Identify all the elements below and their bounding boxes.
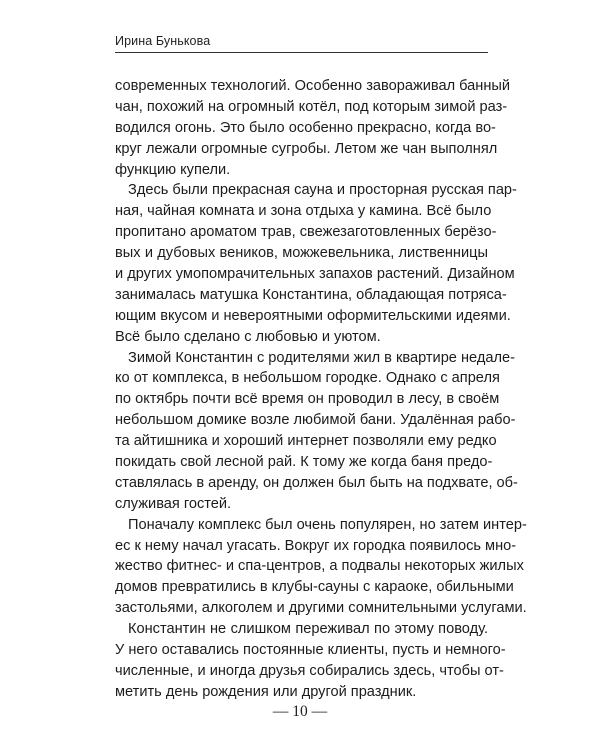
paragraph	[115, 348, 518, 515]
text-line: Зимой Константин с родителями жил в квартире недале-	[128, 349, 515, 366]
text-line: ставлялась в аренду, он должен был быть на подхвате, об-	[115, 474, 518, 491]
text-line: ная, чайная комната и зона отдыха у камина. Всё было	[115, 203, 492, 220]
text-line: Константин не слишком переживал по этому поводу.	[128, 621, 488, 638]
paragraph	[115, 515, 527, 619]
paragraph	[115, 619, 506, 703]
text-line: ес к нему начал угасать. Вокруг их городка появилось мно-	[115, 537, 517, 554]
text-line: чан, похожий на огромный котёл, под которым зимой раз-	[115, 98, 508, 115]
text-line: небольшом домике возле любимой бани. Удалённая рабо-	[115, 412, 516, 429]
text-line: ко от комплекса, в небольшом городке. Однако с апреля	[115, 370, 500, 387]
paragraph	[115, 180, 517, 347]
text-line: численные, и иногда друзья собирались здесь, чтобы от-	[115, 662, 504, 679]
text-line: водился огонь. Это было особенно прекрасно, когда во-	[115, 119, 496, 136]
text-line: У него оставались постоянные клиенты, пусть и немного-	[115, 642, 506, 659]
header-rule	[115, 52, 488, 53]
text-line: ющим вкусом и невероятными оформительскими идеями.	[115, 307, 511, 324]
text-line: Здесь были прекрасная сауна и просторная русская пар-	[128, 182, 517, 199]
text-line: жество фитнес- и спа-центров, а подвалы некоторых жилых	[115, 558, 524, 575]
text-line: пропитано ароматом трав, свежезаготовленных берёзо-	[115, 224, 497, 241]
text-line: служивая гостей.	[115, 495, 232, 512]
text-line: та айтишника и хороший интернет позволяли ему редко	[115, 433, 497, 450]
text-line: занималась матушка Константина, обладающая потряса-	[115, 286, 507, 303]
text-line: и других умопомрачительных запахов растений. Дизайном	[115, 266, 515, 283]
text-line: покидать свой лесной рай. К тому же когда баня предо-	[115, 454, 493, 471]
text-line: Поначалу комплекс был очень популярен, но затем интер-	[128, 516, 527, 533]
text-line: застольями, алкоголем и другими сомнительными услугами.	[115, 600, 527, 617]
text-line: по октябрь почти всё время он проводил в лесу, в своём	[115, 391, 500, 408]
text-line: вых и дубовых веников, можжевельника, лиственницы	[115, 245, 488, 262]
text-line: Всё было сделано с любовью и уютом.	[115, 328, 381, 345]
body-text	[115, 76, 527, 703]
text-line: функцию купели.	[115, 161, 231, 178]
page-number: — 10 —	[272, 703, 328, 720]
text-line: метить день рождения или другой праздник.	[115, 683, 417, 700]
paragraph	[115, 76, 511, 180]
text-line: круг лежали огромные сугробы. Летом же чан выполнял	[115, 140, 498, 157]
text-line: домов превратились в клубы-сауны с караоке, обильными	[115, 579, 514, 596]
text-line: современных технологий. Особенно завораживал банный	[115, 78, 511, 94]
running-head-author: Ирина Бунькова	[115, 34, 211, 48]
